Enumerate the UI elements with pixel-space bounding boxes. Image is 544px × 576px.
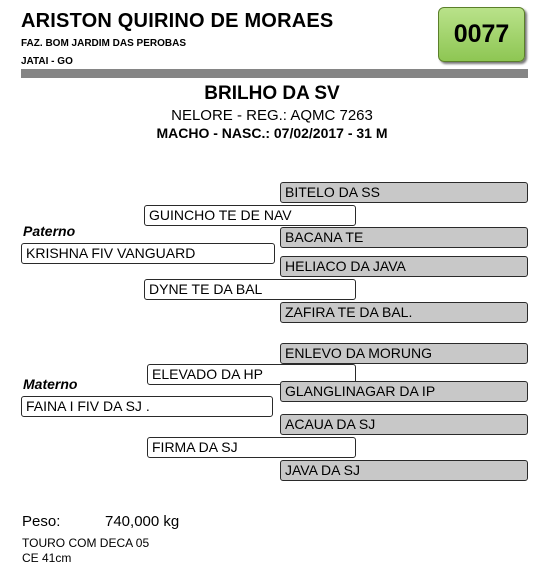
header-divider xyxy=(21,69,528,78)
paternal-label: Paterno xyxy=(23,223,76,239)
sex-birth-date: MACHO - NASC.: 07/02/2017 - 31 M xyxy=(156,125,388,141)
pedigree-sire: KRISHNA FIV VANGUARD xyxy=(21,243,275,264)
weight-value: 740,000 kg xyxy=(105,513,180,530)
pedigree-paternal-grandsire-sire: BITELO DA SS xyxy=(280,182,528,203)
farm-name: FAZ. BOM JARDIM DAS PEROBAS xyxy=(21,38,187,49)
breed-registration: NELORE - REG.: AQMC 7263 xyxy=(171,107,373,124)
pedigree-paternal-granddam-dam: ZAFIRA TE DA BAL. xyxy=(280,302,528,323)
note-ce: CE 41cm xyxy=(22,551,72,565)
note-deca: TOURO COM DECA 05 xyxy=(22,536,150,550)
owner-name: ARISTON QUIRINO DE MORAES xyxy=(21,10,334,32)
pedigree-maternal-grandsire: ELEVADO DA HP xyxy=(147,364,356,385)
animal-name: BRILHO DA SV xyxy=(204,83,340,104)
pedigree-maternal-granddam-sire: ACAUA DA SJ xyxy=(280,414,528,435)
pedigree-maternal-grandsire-sire: ENLEVO DA MORUNG xyxy=(280,343,528,364)
farm-city: JATAI - GO xyxy=(21,56,73,67)
pedigree-paternal-granddam: DYNE TE DA BAL xyxy=(144,279,356,300)
pedigree-paternal-granddam-sire: HELIACO DA JAVA xyxy=(280,256,528,277)
pedigree-maternal-granddam: FIRMA DA SJ xyxy=(147,437,356,458)
weight-label: Peso: xyxy=(22,513,61,530)
pedigree-paternal-grandsire: GUINCHO TE DE NAV xyxy=(144,205,356,226)
lot-number-badge: 0077 xyxy=(438,7,525,62)
pedigree-maternal-granddam-dam: JAVA DA SJ xyxy=(280,460,528,481)
maternal-label: Materno xyxy=(23,376,78,392)
pedigree-maternal-grandsire-dam: GLANGLINAGAR DA IP xyxy=(280,381,528,402)
pedigree-dam: FAINA I FIV DA SJ . xyxy=(21,396,273,417)
pedigree-paternal-grandsire-dam: BACANA TE xyxy=(280,227,528,248)
